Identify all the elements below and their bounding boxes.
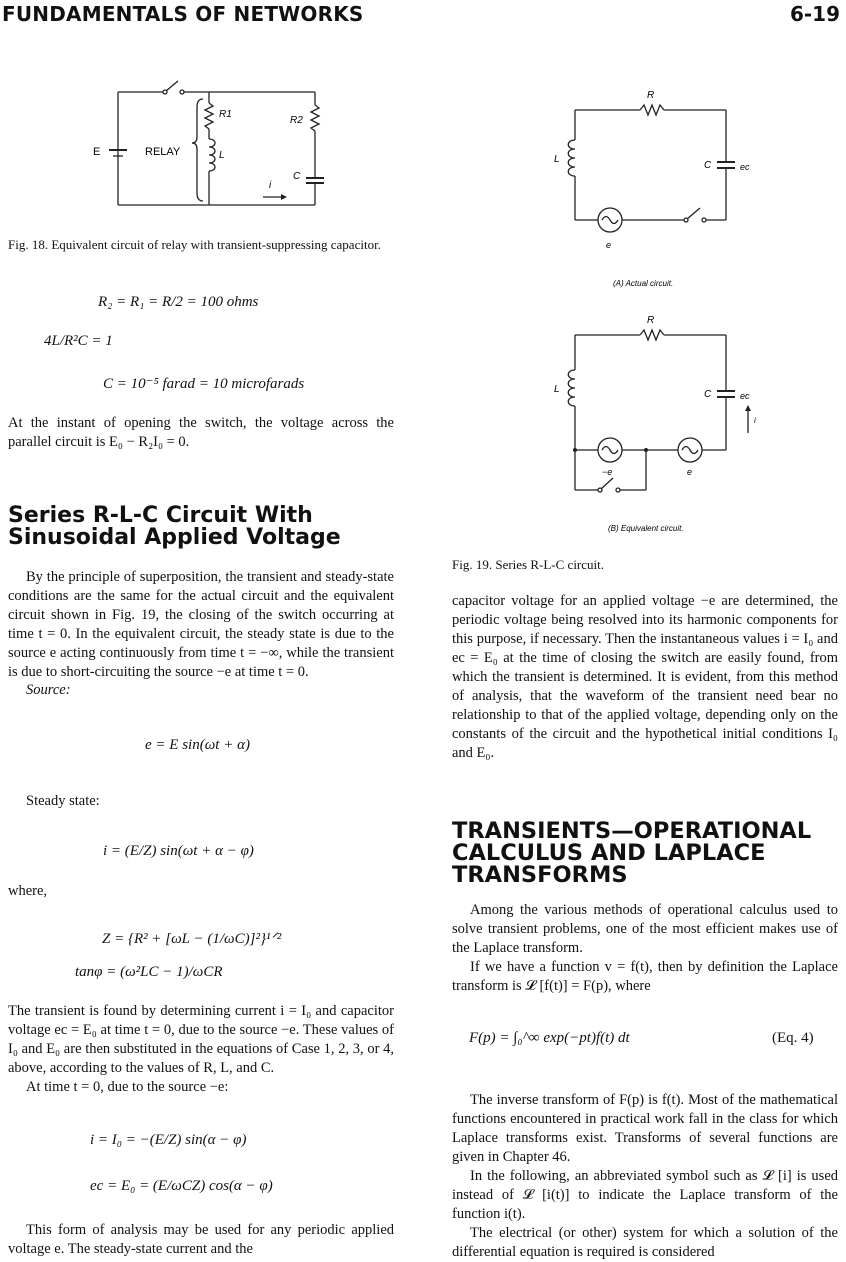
fig19-caption: Fig. 19. Series R-L-C circuit.	[452, 557, 605, 572]
paragraph-switch-opening: At the instant of opening the switch, the voltage across the parallel circuit is E₀ − R₂I₀ = 0.	[8, 415, 394, 450]
fig19a-actual-circuit-diagram	[540, 80, 760, 290]
label-steady-state: Steady state:	[26, 793, 100, 809]
equation-source: e = E sin(ωt + α)	[145, 737, 250, 753]
fig19a-caption: (A) Actual circuit.	[613, 279, 674, 288]
equation-steady-state: i = (E/Z) sin(ωt + α − φ)	[103, 843, 254, 859]
fig19b-label-l: L	[554, 384, 560, 395]
fig19b-equivalent-circuit-diagram	[540, 305, 770, 535]
equation-capacitance: C = 10⁻⁵ farad = 10 microfarads	[103, 376, 305, 392]
fig18-label-c: C	[293, 171, 301, 182]
fig18-circuit-diagram	[85, 75, 335, 215]
label-source: Source:	[26, 682, 71, 698]
fig19a-label-r: R	[647, 90, 655, 101]
fig19b-caption: (B) Equivalent circuit.	[608, 524, 684, 533]
fig18-label-l: L	[219, 150, 225, 161]
fig19b-label-neg-e: −e	[602, 467, 613, 477]
fig18-caption: Fig. 18. Equivalent circuit of relay with transient-suppressing capacitor.	[8, 237, 381, 252]
section-heading-transients: TRANSIENTS—OPERATIONAL CALCULUS AND LAPLACE TRANSFORMS	[452, 818, 812, 888]
equation-4l-r2c: 4L/R²C = 1	[44, 333, 113, 349]
paragraph-electrical-system: The electrical (or other) system for which a solution of the differential equation is required is considered	[452, 1225, 838, 1260]
fig19b-label-i: i	[754, 416, 756, 425]
fig18-label-r2: R2	[290, 115, 303, 126]
fig19a-label-c: C	[704, 160, 712, 171]
page-number: 6-19	[789, 2, 840, 26]
fig19b-label-e: e	[687, 467, 693, 477]
paragraph-laplace-intro: Among the various methods of operational calculus used to solve transient problems, one of the most efficient makes use of the Laplace transform.	[452, 902, 838, 956]
paragraph-transient-found: The transient is found by determining current i = I₀ and capacitor voltage ec = E₀ at time t = 0, due to the source −e. These values of I₀ and E₀ are then substituted in the equations of Case 1, 2, 3, or 4, above, according to the values of R, L, and C.	[8, 1003, 394, 1076]
fig19a-label-ec: ec	[740, 162, 750, 172]
equation-tan-phi: tanφ = (ω²LC − 1)/ωCR	[75, 964, 223, 980]
paragraph-inverse-transform: The inverse transform of F(p) is f(t). Most of the mathematical functions encountered in practical work fall in the class for which Laplace transforms exist. Transforms of several functions are given in Chapter 46.	[452, 1092, 838, 1165]
running-header-title: FUNDAMENTALS OF NETWORKS	[2, 2, 364, 26]
paragraph-capacitor-voltage: capacitor voltage for an applied voltage −e are determined, the periodic voltage being resolved into its harmonic components for this purpose, if necessary. Then the instantaneous values i = I₀ and ec = E₀ at the time of closing the switch are easily found, from which the transient is determined. It is evident, from this method of analysis, that the waveform of the transient need bear no relationship to that of the applied voltage, depending only on the constants of the circuit and the hypothetical initial conditions I₀ and E₀.	[452, 593, 838, 761]
section-heading-series-rlc: Series R-L-C Circuit With Sinusoidal Applied Voltage	[8, 503, 341, 550]
fig19b-label-ec: ec	[740, 391, 750, 401]
label-where: where,	[8, 883, 48, 899]
paragraph-superposition: By the principle of superposition, the transient and steady-state conditions are the same for the actual circuit and the equivalent circuit shown in Fig. 19, the closing of the switch occurring at time t = 0. In the equivalent circuit, the steady state is due to the source e acting continuously from time t = −∞, while the transient is due to short-circuiting the source −e at time t = 0.	[8, 569, 394, 680]
fig18-label-r1: R1	[219, 109, 232, 120]
fig19a-label-l: L	[554, 154, 560, 165]
equation-laplace-transform: F(p) = ∫₀^∞ exp(−pt)f(t) dt	[469, 1030, 630, 1046]
fig19a-label-e: e	[606, 240, 612, 250]
paragraph-periodic: This form of analysis may be used for any periodic applied voltage e. The steady-state current and the	[8, 1222, 394, 1257]
paragraph-time-zero: At time t = 0, due to the source −e:	[26, 1079, 229, 1095]
fig19b-label-c: C	[704, 389, 712, 400]
paragraph-laplace-definition: If we have a function v = f(t), then by definition the Laplace transform is 𝓛 [f(t)] = F(p), where	[452, 959, 838, 994]
paragraph-abbreviated-symbol: In the following, an abbreviated symbol such as 𝓛 [i] is used instead of 𝓛 [i(t)] to indicate the Laplace transform of the function i(t).	[452, 1168, 838, 1222]
fig18-label-e: E	[93, 146, 101, 158]
fig19b-label-r: R	[647, 315, 655, 326]
equation-i0: i = I₀ = −(E/Z) sin(α − φ)	[90, 1132, 247, 1148]
fig18-label-relay: RELAY	[145, 146, 181, 158]
equation-r2: R₂ = R₁ = R/2 = 100 ohms	[98, 294, 259, 310]
equation-e0: ec = E₀ = (E/ωCZ) cos(α − φ)	[90, 1178, 273, 1194]
equation-label-eq4: (Eq. 4)	[772, 1030, 814, 1046]
equation-impedance: Z = {R² + [ωL − (1/ωC)]²}¹ᐟ²	[102, 931, 282, 947]
fig18-label-i: i	[269, 180, 272, 191]
